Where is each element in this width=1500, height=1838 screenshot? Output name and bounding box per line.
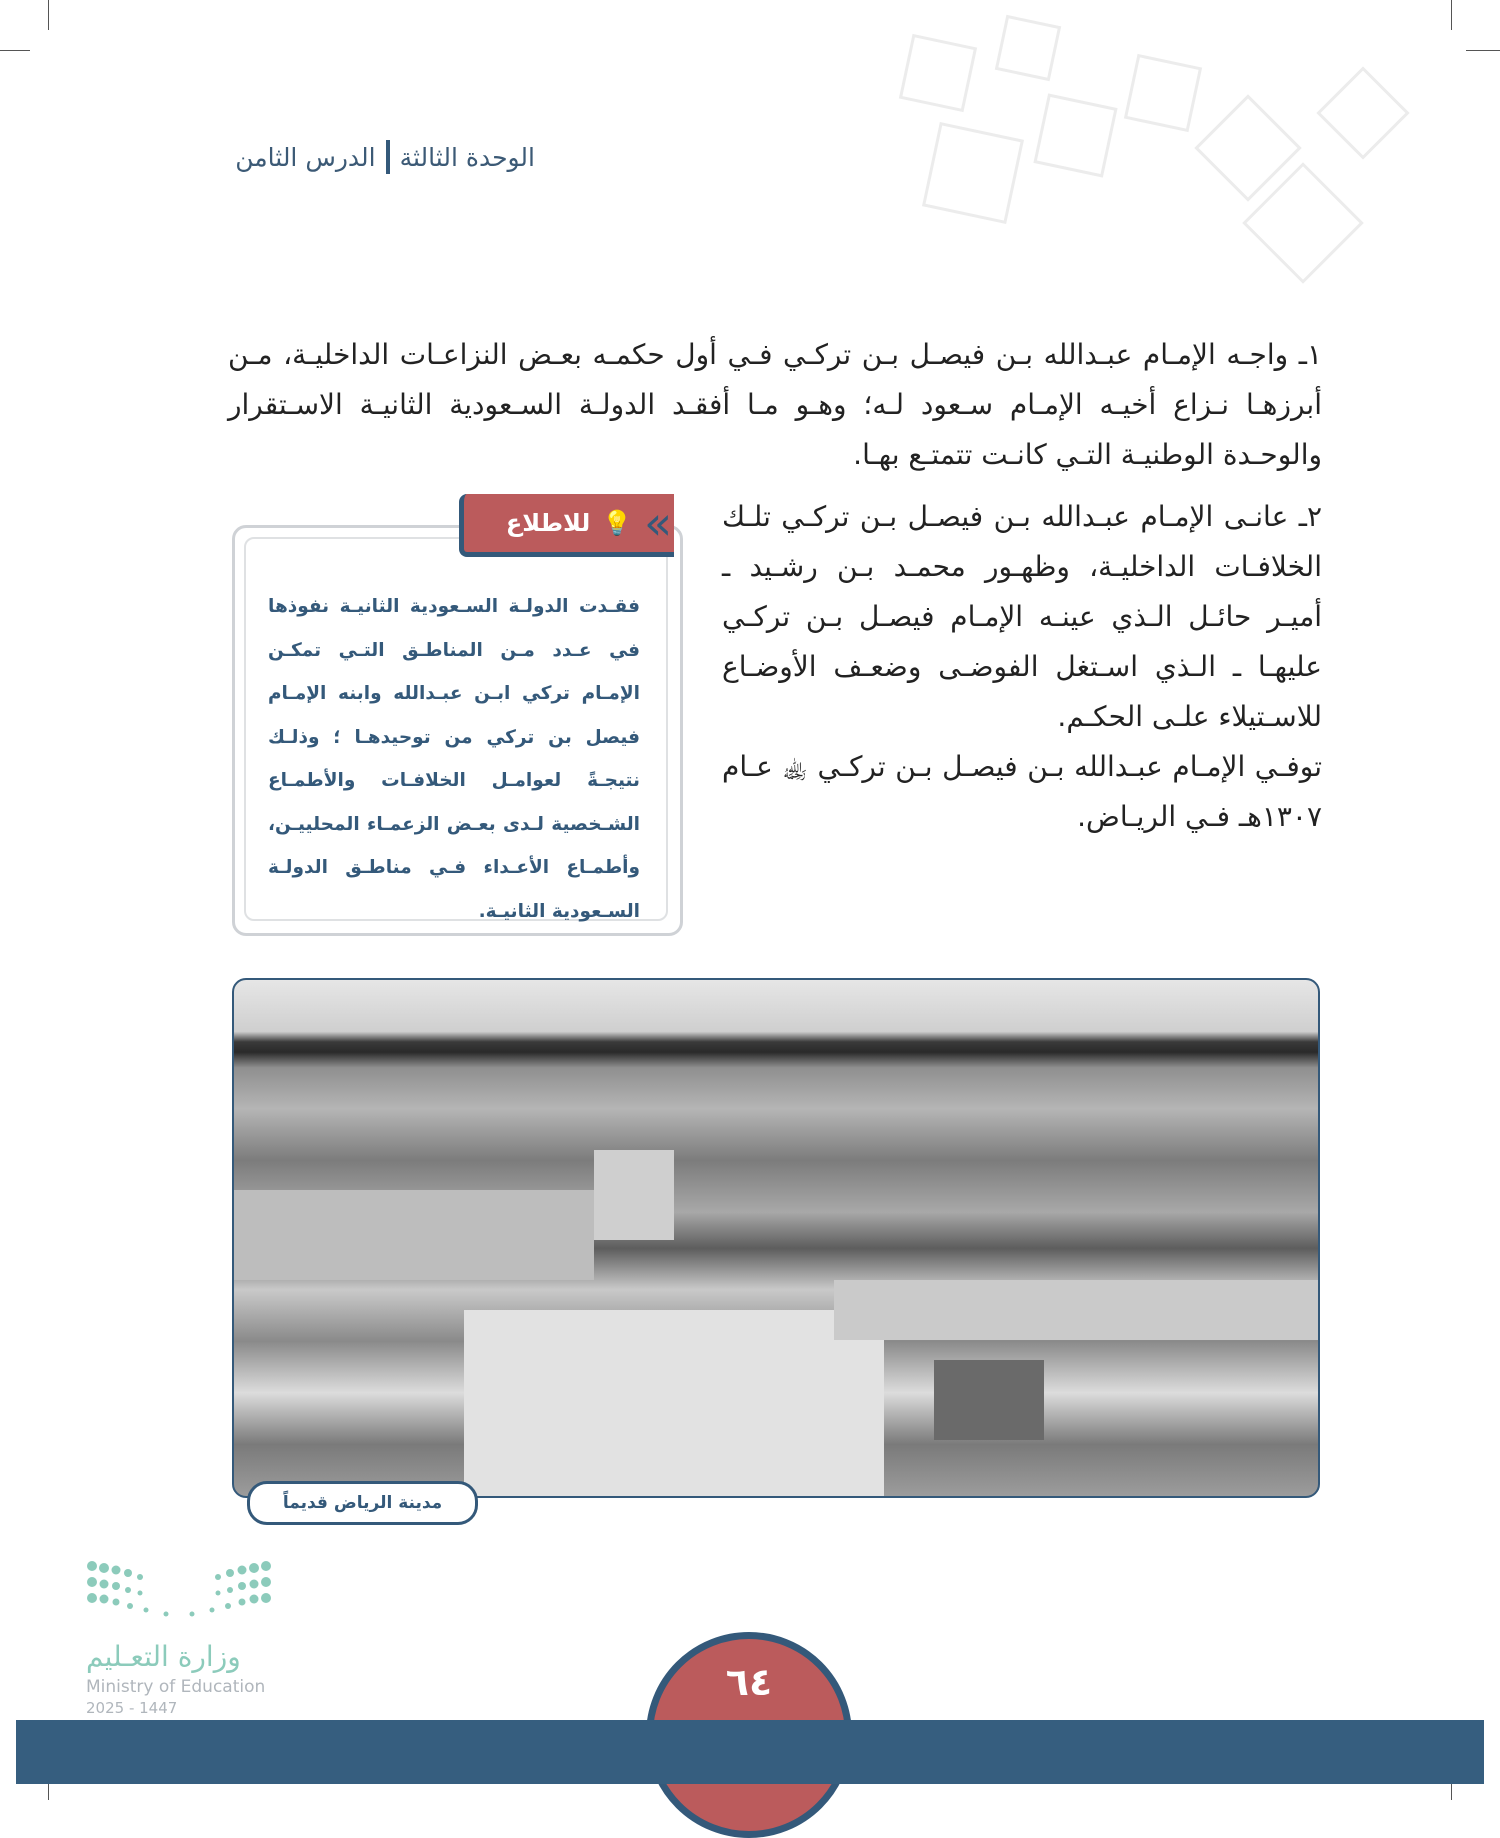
crop-mark	[0, 50, 30, 51]
crop-mark	[48, 0, 49, 30]
lesson-label: الدرس الثامن	[235, 142, 376, 172]
decorative-square	[1316, 66, 1409, 159]
ministry-name-arabic: وزارة التعـليم	[86, 1640, 241, 1673]
info-box-badge	[459, 494, 674, 557]
paragraph-2	[722, 492, 1322, 842]
info-box-title: للاطلاع	[505, 509, 591, 537]
info-box-text: فقـدت الدولـة السـعودية الثانيـة نفوذها في عـدد مـن المناطـق التـي تمكـن الإمـام تركي ابـن عبـدالله وابنه الإمـام فيصل بن تركي من توحيدهـا ؛ وذلـك نتيجـةً لعوامـل الخلافـات والأطمـاع الشـخصية لـدى بعـض الزعمـاء المحلييـن، وأطمـاع الأعـداء فـي مناطـق الدولـة السـعودية الثانيـة.	[268, 596, 640, 922]
footer-bar	[16, 1720, 1484, 1784]
decorative-square	[922, 122, 1024, 224]
page-number: ٦٤	[725, 1660, 773, 1704]
decorative-square	[899, 34, 977, 112]
chevron-left-icon: «	[644, 496, 673, 550]
crop-mark	[1451, 0, 1452, 30]
ministry-logo-dots	[86, 1560, 272, 1620]
header-divider	[386, 140, 390, 174]
crop-mark	[1466, 50, 1500, 51]
photo-doorway	[934, 1360, 1044, 1440]
photo-tower	[594, 1150, 674, 1240]
riyadh-old-city-photo	[232, 978, 1320, 1498]
photo-wall	[834, 1280, 1318, 1340]
decorative-square	[1124, 54, 1202, 132]
ministry-name-english: Ministry of Education	[86, 1677, 266, 1697]
photo-caption: مدينة الرياض قديماً	[247, 1481, 478, 1525]
photo-building	[234, 1190, 594, 1280]
paragraph-3-text: توفـي الإمـام عبـدالله بـن فيصـل بـن تركـي ﵀ عـام ١٣٠٧هـ فـي الريـاض.	[722, 750, 1322, 833]
photo-wall	[464, 1310, 884, 1496]
paragraph-1: ١ـ واجـه الإمـام عبـدالله بـن فيصـل بـن تركـي فـي أول حكمـه بعـض النزاعـات الداخليـة، مـن أبرزهـا نـزاع أخيـه الإمـام سـعود لـه؛ وهـو مـا أفقـد الدولـة السـعودية الثانيـة الاسـتقرار والوحـدة الوطنيـة التـي كانـت تتمتـع بهـا.	[228, 338, 1322, 471]
paragraph-2-text: ٢ـ عانـى الإمـام عبـدالله بـن فيصـل بـن تركـي تلـك الخلافـات الداخليـة، وظهـور محمـد بـن رشـيد ـ أميـر حائـل الـذي عينـه الإمـام فيصـل بـن تركـي عليهـا ـ الـذي اسـتغل الفوضـى وضعـف الأوضـاع للاسـتيلاء علـى الحكـم.	[722, 500, 1322, 733]
decorative-square	[1033, 93, 1117, 177]
decorative-square	[995, 15, 1061, 81]
edition-year: 2025 - 1447	[86, 1699, 178, 1717]
lightbulb-book-icon: 💡	[602, 509, 633, 537]
lesson-header	[205, 140, 535, 174]
unit-label: الوحدة الثالثة	[399, 142, 535, 172]
